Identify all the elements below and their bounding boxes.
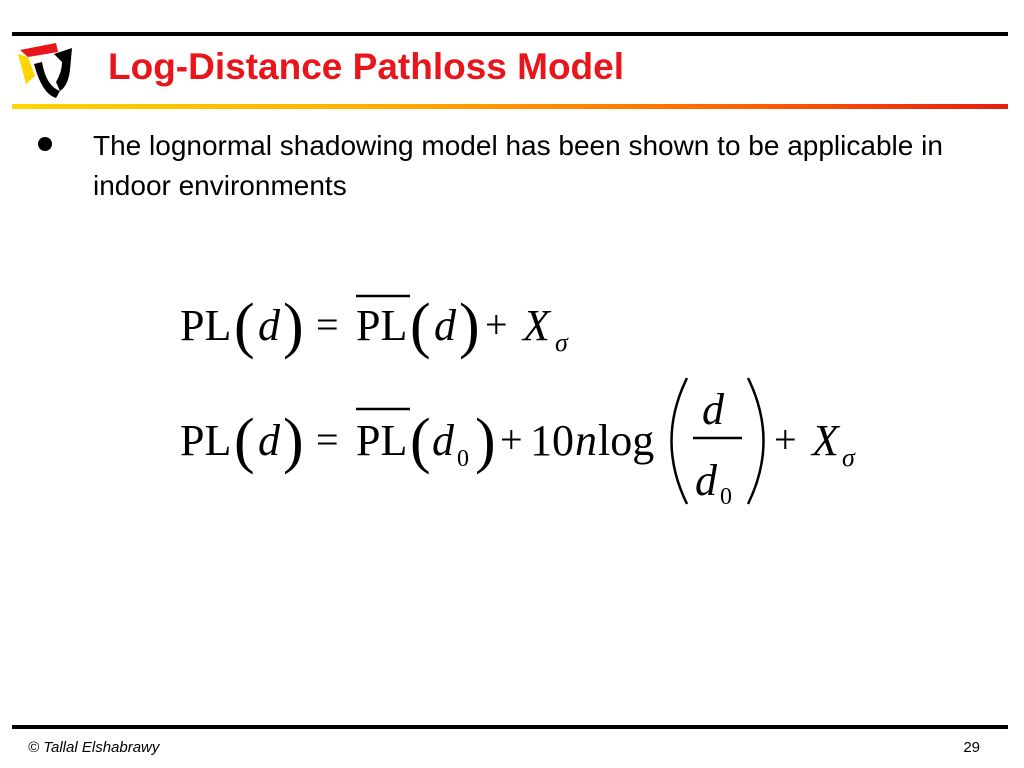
eq1-noise-sub: σ [555, 328, 568, 357]
eq1-lhs-arg: d [258, 301, 280, 350]
eq2-plus-1: + [500, 417, 523, 462]
eq2-noise-sub: σ [842, 443, 855, 472]
bullet-text: The lognormal shadowing model has been shown to be applicable in indoor environments [93, 130, 943, 201]
eq2-log: log [598, 416, 655, 465]
eq2-rhs-close-paren: ) [475, 407, 496, 475]
eq2-big-open-paren [672, 378, 688, 504]
eq1-rhs-arg: d [434, 301, 456, 350]
eq1-lhs-open-paren: ( [234, 292, 255, 360]
footer-author: © Tallal Elshabrawy [28, 739, 160, 756]
eq2-rhs-arg-sub: 0 [457, 446, 469, 472]
eq1-lhs-fn: PL [180, 301, 232, 350]
eq1-rhs-close-paren: ) [459, 292, 480, 360]
equation-1 [180, 292, 569, 360]
eq2-lhs-fn: PL [180, 416, 232, 465]
eq2-rhs-fn: PL [356, 416, 408, 465]
eq2-lhs-close-paren: ) [283, 407, 304, 475]
eq1-plus: + [485, 302, 508, 347]
slide-title: Log-Distance Pathloss Model [108, 46, 625, 87]
eq2-frac-num: d [702, 385, 724, 434]
eq2-coef: 10 [530, 416, 574, 465]
eq2-big-close-paren [748, 378, 764, 504]
eq2-lhs-open-paren: ( [234, 407, 255, 475]
eq2-rhs-open-paren: ( [410, 407, 431, 475]
eq1-rhs-open-paren: ( [410, 292, 431, 360]
eq2-lhs-arg: d [258, 416, 280, 465]
eq1-rhs-fn: PL [356, 301, 408, 350]
eq1-noise-var: X [523, 301, 550, 350]
eq2-equals: = [316, 417, 339, 462]
eq1-lhs-close-paren: ) [283, 292, 304, 360]
eq2-frac-den-sub: 0 [720, 484, 732, 510]
eq2-plus-2: + [774, 417, 797, 462]
equation-2 [180, 378, 856, 510]
page-number: 29 [963, 739, 980, 756]
footer-rule [12, 725, 1008, 729]
eq2-exp-var: n [575, 416, 597, 465]
eq2-noise-var: X [812, 416, 839, 465]
eq2-frac-den: d [695, 456, 717, 505]
eq1-equals: = [316, 302, 339, 347]
eq2-rhs-arg: d [432, 416, 454, 465]
